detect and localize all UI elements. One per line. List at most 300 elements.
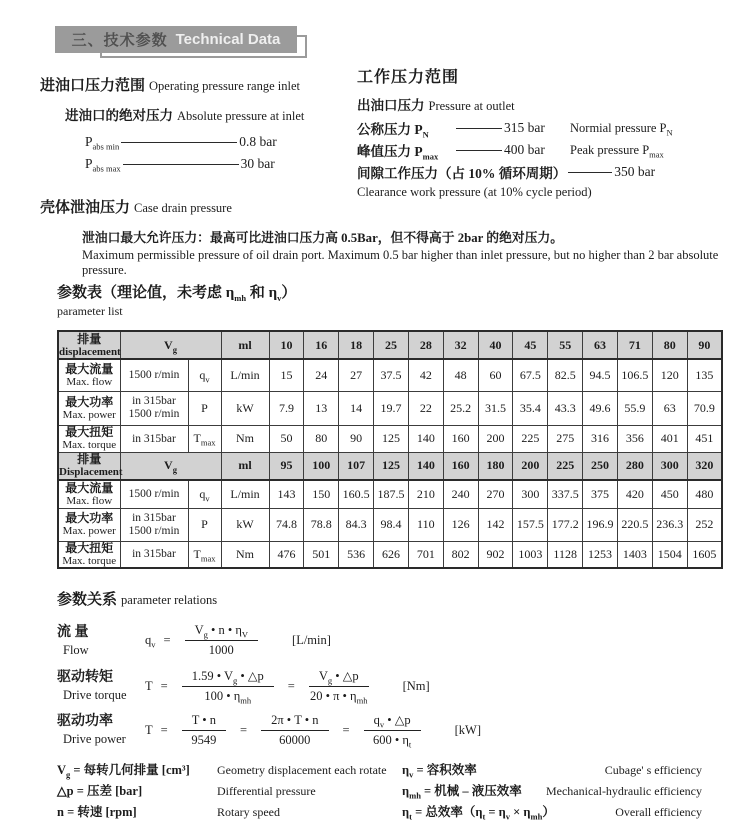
subscript: mh (240, 695, 252, 706)
table-cell: 1605 (687, 541, 722, 568)
table-cell: 67.5 (513, 359, 548, 391)
table-cell: 94.5 (583, 359, 618, 391)
subscript: v (277, 293, 282, 303)
subscript: g (327, 675, 333, 686)
table-header-row (58, 331, 722, 359)
flow-formula-row (57, 623, 717, 658)
table-cell: 1003 (513, 541, 548, 568)
parameter-table (57, 330, 723, 569)
row-label: 最大扭矩 Max. torque (58, 541, 120, 568)
working-pressure-section (357, 64, 747, 200)
table-cell: 180 (478, 452, 513, 480)
torque-unit: [Nm] (402, 678, 430, 693)
subscript: g (172, 343, 177, 354)
subscript: t (482, 811, 486, 822)
table-cell: 28 (408, 331, 443, 359)
text-token: q (373, 713, 380, 727)
subscript: N (666, 127, 673, 137)
table-cell: 49.6 (583, 391, 618, 425)
table-cell: 90 (687, 331, 722, 359)
definition-vg: $V_g$ = 每转几何排量 [cm³] Geometry displacement each rotate (57, 763, 387, 780)
row-label: 最大流量 Max. flow (58, 480, 120, 508)
inlet-subheading-en: Absolute pressure at inlet (177, 109, 305, 123)
subscript: V (241, 629, 249, 640)
drain-note-zh: 泄油口最大允许压力：最高可比进油口压力高 0.5Bar，但不得高于 2bar 的绝对压力。 (82, 231, 564, 245)
equals-sign: = (160, 678, 168, 693)
subscript: g (172, 464, 177, 475)
clearance-pressure-zh (357, 162, 566, 182)
p-abs-min-value: 0.8 bar (239, 134, 277, 149)
text-token: 1000 (208, 643, 234, 657)
table-cell: 63 (583, 331, 618, 359)
table-cell: 71 (617, 331, 652, 359)
table-cell: 18 (339, 331, 374, 359)
drain-heading-en: Case drain pressure (134, 201, 232, 215)
table-cell: 78.8 (304, 508, 339, 541)
table-cell: 337.5 (548, 480, 583, 508)
table-cell: 320 (687, 452, 722, 480)
nominal-pressure-en (570, 121, 673, 136)
dash-line (568, 172, 612, 173)
torque-formula-row (57, 668, 717, 704)
parameter-table-title-zh (57, 281, 296, 302)
table-cell: 902 (478, 541, 513, 568)
table-row-max-power-2 (58, 508, 722, 541)
table-cell: 106.5 (617, 359, 652, 391)
table-cell: 13 (304, 391, 339, 425)
table-cell: 100 (304, 452, 339, 480)
condition-cell: in 315bar (120, 541, 188, 568)
fraction (182, 713, 226, 748)
text-token: T (145, 722, 153, 737)
text-token: 公称压力 P (357, 122, 423, 137)
subscript: v (379, 719, 385, 730)
table-cell: 140 (408, 425, 443, 452)
unit-cell: ml (221, 452, 269, 480)
table-cell: 451 (687, 425, 722, 452)
peak-pressure-row (357, 139, 747, 161)
power-formula (145, 712, 481, 748)
subscript: abs min (92, 141, 120, 152)
inlet-subheading-zh: 进油口的绝对压力 (65, 108, 173, 123)
equals-sign: = (342, 722, 350, 737)
row-label: 最大扭矩 Max. torque (58, 425, 120, 452)
flow-unit: [L/min] (292, 633, 331, 647)
power-formula-row (57, 712, 717, 748)
p-abs-min-symbol (85, 134, 119, 150)
table-cell: 25 (374, 331, 409, 359)
flow-formula (145, 623, 331, 658)
unit-cell: Nm (221, 541, 269, 568)
definition-eta-mh: $\eta_{mh}$ = 机械 – 液压效率 Mechanical-hydraulic efficiency (402, 784, 702, 801)
text-token: 间隙工作压力（占 10% 循环周期） (357, 166, 567, 181)
clearance-pressure-row (357, 161, 747, 183)
table-cell: 210 (408, 480, 443, 508)
peak-pressure-value: 400 bar (504, 142, 545, 157)
subscript: max (649, 149, 664, 159)
text-token: • △p (384, 713, 411, 727)
table-cell: 74.8 (269, 508, 304, 541)
equals-sign: = (163, 633, 171, 647)
condition-cell: in 315bar 1500 r/min (120, 391, 188, 425)
dash-line (121, 142, 237, 143)
table-cell: 356 (617, 425, 652, 452)
p-abs-max-symbol (85, 156, 121, 172)
table-cell: 37.5 (374, 359, 409, 391)
table-cell: 160 (443, 425, 478, 452)
fraction (309, 668, 369, 704)
subscript: mh (234, 293, 247, 303)
peak-pressure-zh (357, 140, 454, 160)
case-drain-section (40, 196, 746, 278)
power-unit: [kW] (454, 722, 481, 737)
text-token: • n • η (207, 623, 242, 637)
definition-n: n = 转速 [rpm] Rotary speed (57, 805, 280, 819)
drain-heading (40, 196, 746, 217)
text-token: ） (281, 285, 297, 301)
text-token: 9549 (191, 732, 217, 747)
table-cell: 27 (339, 359, 374, 391)
condition-cell: 1500 r/min (120, 359, 188, 391)
subscript: v (505, 811, 511, 822)
subscript: v (409, 769, 414, 780)
inlet-heading (40, 74, 355, 95)
table-cell: 55 (548, 331, 583, 359)
flow-lhs (145, 633, 156, 648)
torque-lhs (145, 679, 153, 694)
table-cell: 10 (269, 331, 304, 359)
definitions-right (402, 760, 702, 821)
text-token: T (193, 431, 201, 445)
table-cell: 316 (583, 425, 618, 452)
unit-cell: L/min (221, 480, 269, 508)
table-cell: 15 (269, 359, 304, 391)
text-token: η (402, 784, 410, 798)
text-token: 600 • η (372, 733, 409, 747)
text-token: η (402, 805, 410, 819)
banner-title-en: Technical Data (175, 31, 281, 48)
table-cell: 802 (443, 541, 478, 568)
row-label: 最大功率 Max. power (58, 508, 120, 541)
table-cell: 22 (408, 391, 443, 425)
table-cell: 16 (304, 331, 339, 359)
table-cell: 40 (478, 331, 513, 359)
fraction (364, 712, 421, 748)
table-cell: 63 (652, 391, 687, 425)
fraction (182, 668, 274, 704)
table-cell: 275 (548, 425, 583, 452)
nominal-pressure-row (357, 117, 747, 139)
drain-note-en: Maximum permissible pressure of oil drain port. Maximum 0.5 bar higher than inlet pressure, but no higher than 2 bar absolute pressure. (82, 248, 719, 277)
unit-cell: ml (221, 331, 269, 359)
table-cell: 126 (443, 508, 478, 541)
subscript: t (409, 811, 412, 822)
definition-eta-v: $\eta_v$ = 容积效率 Cubage' s efficiency (402, 763, 702, 780)
subscript: g (233, 675, 238, 686)
banner-title-zh: 三、技术参数 (71, 32, 168, 49)
definition-dp: △p = 压差 [bar] Differential pressure (57, 784, 316, 798)
table-header-row-2 (58, 452, 722, 480)
subscript: abs max (92, 163, 121, 174)
text-token: △p = 压差 [bar] (57, 784, 143, 798)
table-cell: 1504 (652, 541, 687, 568)
abs-max-row (85, 153, 355, 175)
inlet-heading-zh: 进油口压力范围 (40, 78, 146, 94)
subscript: v (205, 374, 210, 385)
table-cell: 14 (339, 391, 374, 425)
inlet-subheading (65, 104, 355, 125)
table-cell: 280 (617, 452, 652, 480)
text-token: • △p (332, 669, 359, 683)
text-token: = 容积效率 (413, 763, 477, 777)
table-cell: 24 (304, 359, 339, 391)
table-cell: 35.4 (513, 391, 548, 425)
symbol-cell (188, 508, 221, 541)
table-cell: 225 (513, 425, 548, 452)
equals-sign: = (287, 678, 295, 693)
abs-min-row (85, 131, 355, 153)
table-cell: 48 (443, 359, 478, 391)
row-label: 排量 Displacement (59, 452, 123, 479)
table-cell: 55.9 (617, 391, 652, 425)
table-cell: 80 (652, 331, 687, 359)
subscript: max (200, 552, 216, 563)
peak-pressure-en (570, 143, 664, 158)
power-label: 驱动功率 Drive power (57, 714, 126, 746)
work-subheading-zh: 出油口压力 (357, 98, 425, 113)
subscript: mh (530, 811, 543, 822)
dash-line (456, 150, 502, 151)
vg-symbol (120, 452, 221, 480)
table-cell: 1128 (548, 541, 583, 568)
table-row-max-flow (58, 359, 722, 391)
unit-cell: kW (221, 391, 269, 425)
definitions-left (57, 760, 392, 821)
text-token: Normial pressure P (570, 120, 667, 135)
symbol-cell (188, 391, 221, 425)
definition-eta-t: $\eta_t$ = 总效率$(\eta_t = \eta_v \times \eta_{mh})$ Overall efficiency (402, 805, 702, 822)
table-cell: 7.9 (269, 391, 304, 425)
condition-cell: in 315bar 1500 r/min (120, 508, 188, 541)
equals-sign: = (240, 722, 248, 737)
power-lhs (145, 723, 153, 738)
text-token: η (402, 763, 410, 777)
work-heading-zh: 工作压力范围 (357, 69, 460, 86)
text-token: q (199, 486, 206, 501)
subscript: N (422, 129, 429, 140)
subscript: t (408, 739, 412, 750)
text-token: T (193, 546, 201, 561)
table-cell: 32 (443, 331, 478, 359)
table-cell: 420 (617, 480, 652, 508)
nominal-pressure-value: 315 bar (504, 120, 545, 135)
table-cell: 125 (374, 452, 409, 480)
row-label: 最大功率 Max. power (58, 391, 120, 425)
table-cell: 120 (652, 359, 687, 391)
table-cell: 501 (304, 541, 339, 568)
text-token: q (145, 633, 152, 647)
table-cell: 250 (583, 452, 618, 480)
table-cell: 142 (478, 508, 513, 541)
table-cell: 701 (408, 541, 443, 568)
table-cell: 1253 (583, 541, 618, 568)
work-subheading (357, 94, 747, 115)
table-row-max-power (58, 391, 722, 425)
table-cell: 200 (478, 425, 513, 452)
table-cell: 196.9 (583, 508, 618, 541)
table-cell: 200 (513, 452, 548, 480)
subscript: mh (356, 695, 368, 706)
table-cell: 125 (374, 425, 409, 452)
drain-heading-zh: 壳体泄油压力 (40, 200, 131, 216)
table-cell: 375 (583, 480, 618, 508)
inlet-pressure-section (40, 74, 355, 175)
table-cell: 476 (269, 541, 304, 568)
table-cell: 60 (478, 359, 513, 391)
relations-heading-en: parameter relations (121, 593, 218, 607)
dash-line (123, 164, 239, 165)
text-token: • △p (237, 669, 264, 683)
subscript: max (200, 437, 216, 448)
table-cell: 80 (304, 425, 339, 452)
parameter-table-title-en: parameter list (57, 304, 123, 318)
text-token: V (194, 623, 204, 637)
text-token: T • n (191, 712, 216, 727)
subscript: max (422, 151, 439, 162)
table-cell: 300 (652, 452, 687, 480)
table-cell: 143 (269, 480, 304, 508)
table-cell: 1403 (617, 541, 652, 568)
table-cell: 50 (269, 425, 304, 452)
text-token: P (201, 400, 208, 415)
definitions-section (57, 760, 702, 821)
subscript: g (203, 629, 208, 640)
table-cell: 140 (408, 452, 443, 480)
unit-cell: Nm (221, 425, 269, 452)
table-cell: 110 (408, 508, 443, 541)
text-token: V (57, 763, 67, 777)
table-cell: 536 (339, 541, 374, 568)
text-token: ） (542, 805, 555, 819)
table-cell: 450 (652, 480, 687, 508)
table-row-max-torque-2 (58, 541, 722, 568)
row-label: 排量 displacement (59, 331, 121, 358)
work-subheading-en: Pressure at outlet (428, 99, 515, 113)
subscript: mh (409, 790, 421, 801)
text-token: P (201, 517, 208, 531)
torque-label: 驱动转矩 Drive torque (57, 670, 127, 702)
table-cell: 95 (269, 452, 304, 480)
table-cell: 252 (687, 508, 722, 541)
table-cell: 187.5 (374, 480, 409, 508)
text-token: 参数表（理论值，未考虑 η (57, 285, 235, 301)
table-row-max-flow-2 (58, 480, 722, 508)
table-cell: 270 (478, 480, 513, 508)
text-token: 1.59 • V (191, 669, 234, 683)
text-token: V (164, 337, 173, 352)
symbol-cell (188, 425, 221, 452)
text-token: P (85, 134, 93, 149)
table-cell: 220.5 (617, 508, 652, 541)
subscript: g (66, 769, 71, 780)
text-token: T (145, 678, 153, 693)
relations-heading-zh: 参数关系 (57, 592, 118, 608)
torque-formula (145, 668, 430, 704)
p-abs-max-value: 30 bar (240, 156, 275, 171)
row-label: 最大流量 Max. flow (58, 359, 120, 391)
text-token: 和 η (246, 285, 278, 301)
dash-line (456, 128, 502, 129)
text-token: 60000 (279, 732, 311, 747)
text-token: 20 • π • η (309, 689, 357, 703)
table-cell: 31.5 (478, 391, 513, 425)
text-token: 峰值压力 P (357, 144, 423, 159)
parameter-relations-section (57, 588, 717, 748)
unit-cell: L/min (221, 359, 269, 391)
table-cell: 236.3 (652, 508, 687, 541)
inlet-heading-en: Operating pressure range inlet (149, 79, 300, 93)
table-cell: 160.5 (339, 480, 374, 508)
text-token: = 总效率（η (411, 805, 483, 819)
fraction (261, 713, 328, 748)
clearance-pressure-en: Clearance work pressure (at 10% cycle period) (357, 185, 592, 199)
table-cell: 157.5 (513, 508, 548, 541)
subscript: v (205, 493, 210, 504)
text-token: 2π • T • n (271, 712, 319, 727)
table-cell: 70.9 (687, 391, 722, 425)
table-cell: 90 (339, 425, 374, 452)
text-token: = 机械 – 液压效率 (420, 784, 522, 798)
symbol-cell (188, 541, 221, 568)
subscript: v (151, 639, 156, 650)
condition-cell: 1500 r/min (120, 480, 188, 508)
unit-cell: kW (221, 508, 269, 541)
table-cell: 177.2 (548, 508, 583, 541)
text-token: = η (485, 805, 506, 819)
text-token: 100 • η (204, 689, 241, 703)
table-cell: 42 (408, 359, 443, 391)
symbol-cell (188, 359, 221, 391)
table-cell: 626 (374, 541, 409, 568)
table-cell: 107 (339, 452, 374, 480)
text-token: q (199, 367, 206, 382)
condition-cell: in 315bar (120, 425, 188, 452)
table-cell: 43.3 (548, 391, 583, 425)
table-cell: 25.2 (443, 391, 478, 425)
equals-sign: = (160, 722, 168, 737)
flow-label: 流 量 Flow (57, 624, 89, 657)
table-cell: 300 (513, 480, 548, 508)
table-cell: 19.7 (374, 391, 409, 425)
table-cell: 150 (304, 480, 339, 508)
table-cell: 98.4 (374, 508, 409, 541)
table-cell: 480 (687, 480, 722, 508)
vg-symbol (120, 331, 221, 359)
fraction (185, 623, 258, 658)
table-cell: 135 (687, 359, 722, 391)
text-token: = 每转几何排量 [cm³] (70, 763, 190, 777)
text-token: × η (510, 805, 531, 819)
text-token: V (318, 669, 328, 683)
parameter-table-title (57, 281, 296, 319)
table-cell: 401 (652, 425, 687, 452)
table-cell: 82.5 (548, 359, 583, 391)
text-token: P (85, 156, 93, 171)
clearance-pressure-value: 350 bar (614, 164, 656, 179)
table-cell: 240 (443, 480, 478, 508)
table-cell: 160 (443, 452, 478, 480)
nominal-pressure-zh (357, 118, 454, 138)
